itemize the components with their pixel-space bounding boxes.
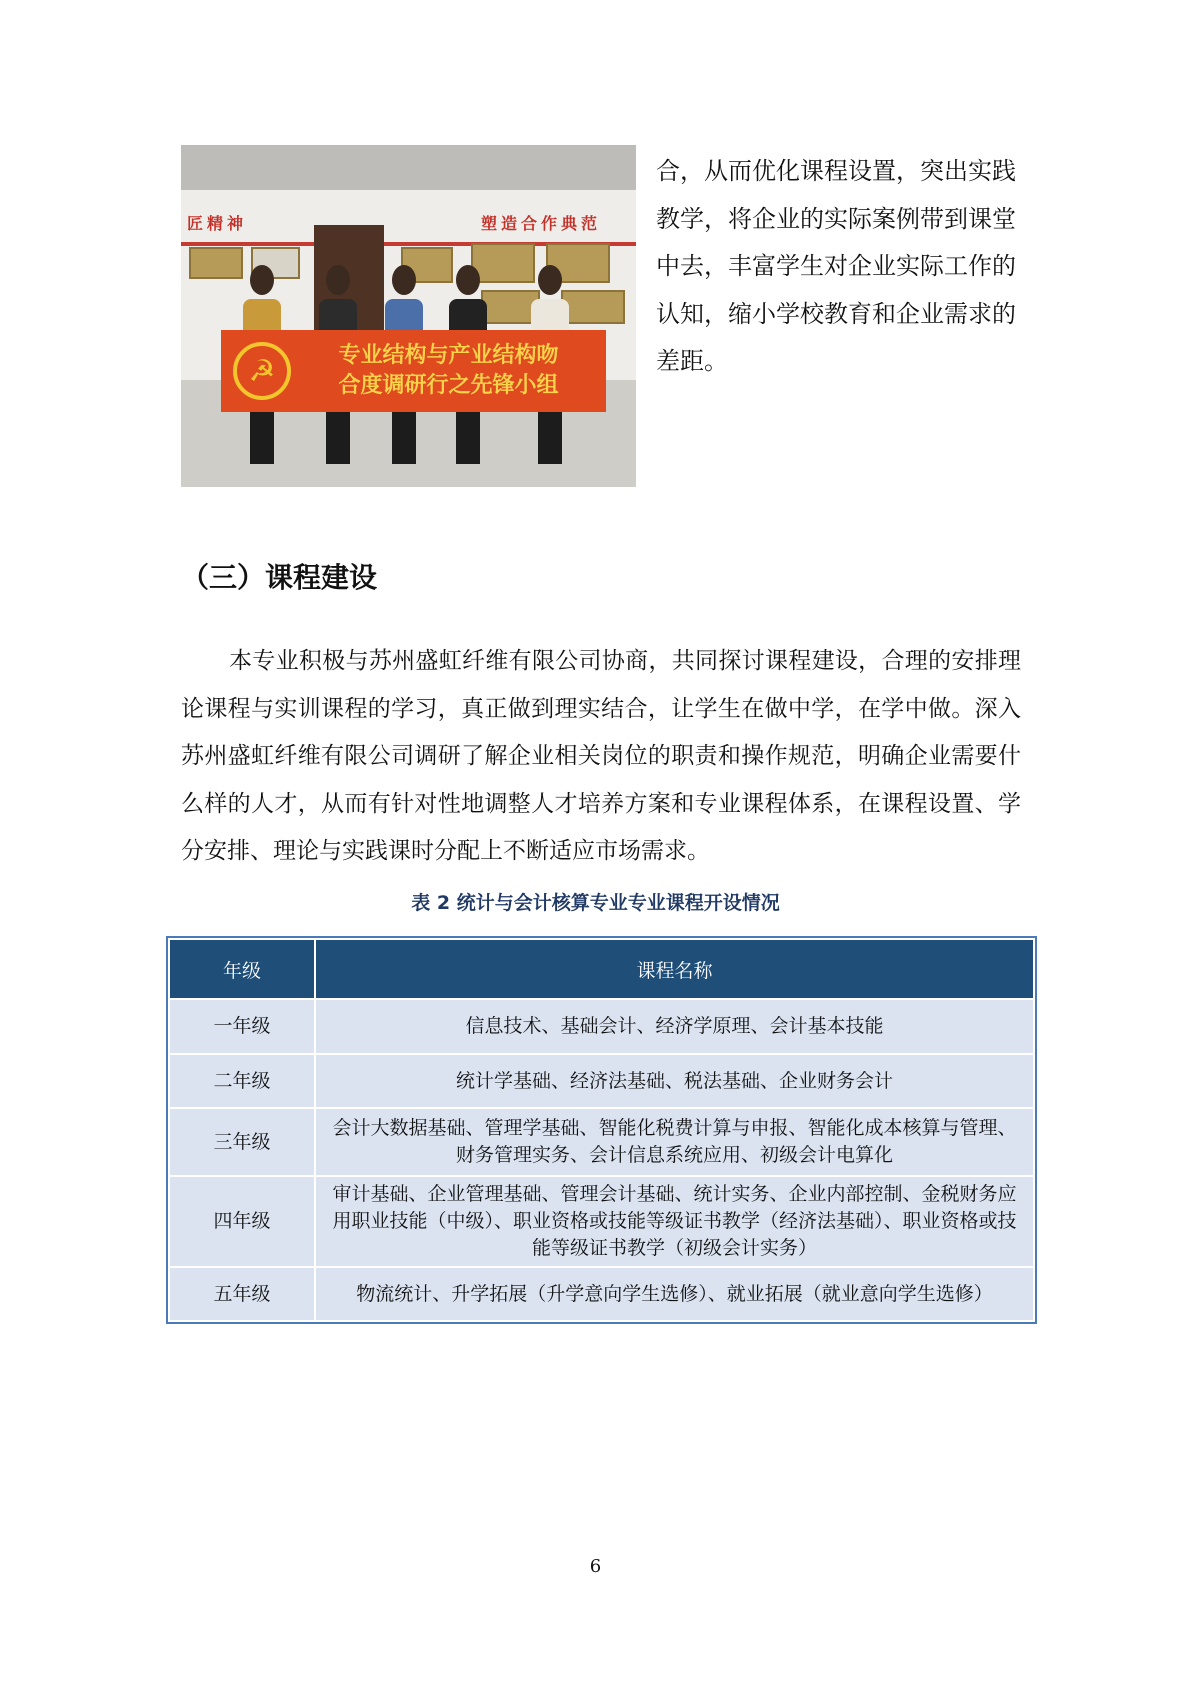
- courses-cell: 统计学基础、经济法基础、税法基础、企业财务会计: [315, 1054, 1034, 1108]
- grade-cell: 一年级: [169, 999, 315, 1054]
- table-row: [169, 1054, 1034, 1108]
- banner-line-2: 合度调研行之先锋小组: [338, 373, 559, 398]
- photo-ceiling: [181, 145, 636, 190]
- header-courses: 课程名称: [315, 939, 1034, 999]
- page-number: 6: [589, 1556, 602, 1577]
- photo-plaque: [189, 247, 243, 279]
- photo-plaque: [561, 290, 625, 324]
- photo-banner: [221, 330, 606, 412]
- group-photo: [181, 145, 636, 487]
- table-row: [169, 1108, 1034, 1176]
- section-heading: （三）课程建设: [181, 561, 378, 594]
- table-header-row: [169, 939, 1034, 999]
- grade-cell: 四年级: [169, 1176, 315, 1267]
- grade-cell: 五年级: [169, 1267, 315, 1321]
- table-row: [169, 999, 1034, 1054]
- header-grade: 年级: [169, 939, 315, 999]
- photo-slogan-right: 塑造合作典范: [481, 214, 602, 233]
- courses-cell: 审计基础、企业管理基础、管理会计基础、统计实务、企业内部控制、金税财务应用职业技能（中级）、职业资格或技能等级证书教学（经济法基础）、职业资格或技能等级证书教学（初级会计实务）: [315, 1176, 1034, 1267]
- body-paragraph: 本专业积极与苏州盛虹纤维有限公司协商，共同探讨课程建设，合理的安排理论课程与实训课程的学习，真正做到理实结合，让学生在做中学，在学中做。深入苏州盛虹纤维有限公司调研了解企业相关岗位的职责和操作规范，明确企业需要什么样的人才，从而有针对性地调整人才培养方案和专业课程体系，在课程设置、学分安排、理论与实践课时分配上不断适应市场需求。: [181, 648, 1021, 864]
- photo-side-text: 合，从而优化课程设置，突出实践教学，将企业的实际案例带到课堂中去，丰富学生对企业实际工作的认知，缩小学校教育和企业需求的差距。: [656, 157, 1016, 375]
- courses-cell: 物流统计、升学拓展（升学意向学生选修）、就业拓展（就业意向学生选修）: [315, 1267, 1034, 1321]
- grade-cell: 二年级: [169, 1054, 315, 1108]
- grade-cell: 三年级: [169, 1108, 315, 1176]
- table-caption: 表 2 统计与会计核算专业专业课程开设情况: [411, 892, 780, 914]
- table-row: [169, 1267, 1034, 1321]
- table-row: [169, 1176, 1034, 1267]
- photo-slogan-left: 匠精神: [187, 214, 248, 233]
- banner-line-1: 专业结构与产业结构吻: [338, 343, 559, 368]
- courses-cell: 信息技术、基础会计、经济学原理、会计基本技能: [315, 999, 1034, 1054]
- courses-cell: 会计大数据基础、管理学基础、智能化税费计算与申报、智能化成本核算与管理、财务管理实务、会计信息系统应用、初级会计电算化: [315, 1108, 1034, 1176]
- hammer-sickle-icon: ☭: [233, 342, 291, 400]
- course-table: [168, 938, 1035, 1322]
